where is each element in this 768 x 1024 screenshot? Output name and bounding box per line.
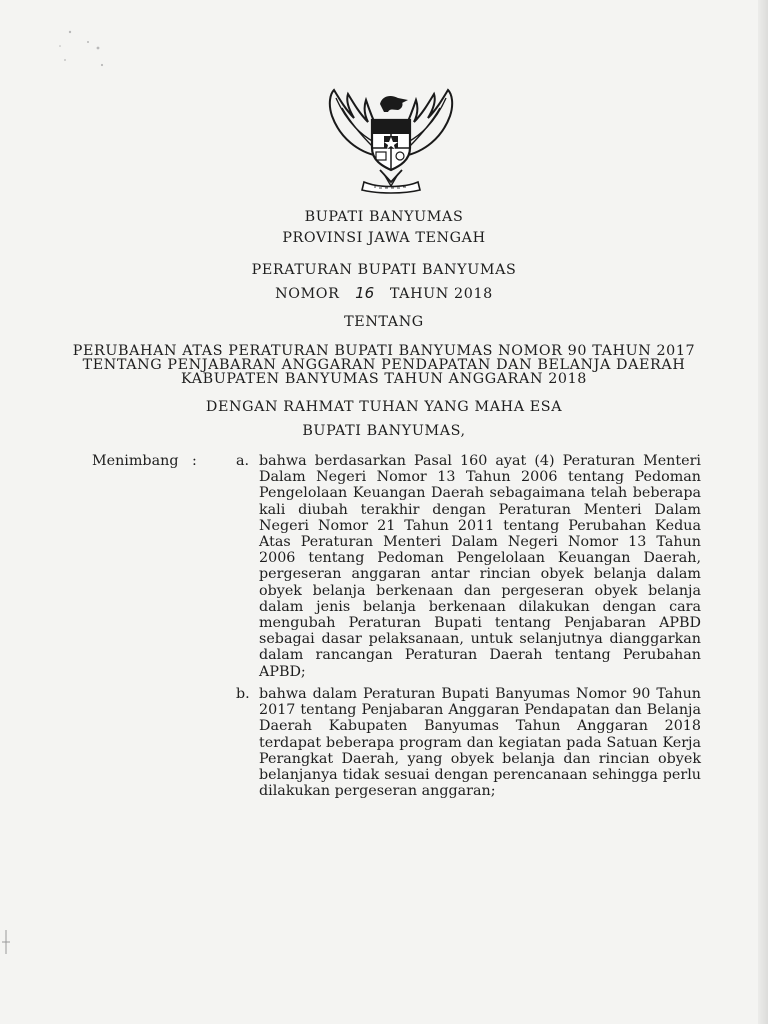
bupati-line: BUPATI BANYUMAS, — [302, 423, 466, 439]
menimbang-label: Menimbang — [92, 453, 179, 469]
nomor-value: 16 — [355, 284, 375, 302]
menimbang-colon: : — [192, 453, 197, 469]
header-line-1: BUPATI BANYUMAS — [304, 209, 464, 225]
nomor-label: NOMOR — [275, 286, 340, 302]
item-a-letter: a. — [236, 453, 250, 469]
tentang-heading: TENTANG — [344, 314, 424, 330]
subject-line-3: KABUPATEN BANYUMAS TAHUN ANGGARAN 2018 — [181, 371, 587, 387]
page-edge — [758, 0, 768, 1024]
tahun-label: TAHUN 2018 — [389, 286, 493, 302]
rahmat-line: DENGAN RAHMAT TUHAN YANG MAHA ESA — [205, 399, 563, 415]
header-line-2: PROVINSI JAWA TENGAH — [282, 230, 486, 246]
margin-mark — [0, 928, 14, 958]
subject-line-1: PERUBAHAN ATAS PERATURAN BUPATI BANYUMAS NOMOR 90 TAHUN 2017 — [72, 343, 696, 359]
regulation-title: PERATURAN BUPATI BANYUMAS — [251, 262, 517, 278]
item-b-letter: b. — [236, 686, 250, 702]
item-a-text: bahwa berdasarkan Pasal 160 ayat (4) Peraturan Menteri Dalam Negeri Nomor 13 Tahun 2006 tentang Pedoman Pengelolaan Keuangan Daerah sebagaimana telah beberapa kali diubah terakhir dengan Peraturan Menteri Dalam Negeri Nomor 21 Tahun 2011 tentang Perubahan Kedua Atas Peraturan Menteri Dalam Negeri Nomor 13 Tahun 2006 tentang Pedoman Pengelolaan Keuangan Daerah, pergeseran anggaran antar rincian obyek belanja dalam obyek belanja berkenaan dan pergeseran obyek belanja dalam jenis belanja berkenaan dilakukan dengan cara mengubah Peraturan Bupati tentang Penjabaran APBD sebagai dasar pelaksanaan, untuk selanjutnya dianggarkan dalam rancangan Peraturan Daerah tentang Perubahan APBD; — [259, 453, 701, 680]
regulation-number — [0, 284, 768, 302]
garuda-emblem-icon — [318, 86, 464, 194]
item-b-text: bahwa dalam Peraturan Bupati Banyumas Nomor 90 Tahun 2017 tentang Penjabaran Anggaran Pendapatan dan Belanja Daerah Kabupaten Banyumas Tahun Anggaran 2018 terdapat beberapa program dan kegiatan pada Satuan Kerja Perangkat Daerah, yang obyek belanja dan rincian obyek belanjanya tidak sesuai dengan perencanaan sehingga perlu dilakukan pergeseran anggaran; — [259, 686, 701, 800]
scan-specks — [40, 20, 130, 90]
subject-line-2: TENTANG PENJABARAN ANGGARAN PENDAPATAN DAN BELANJA DAERAH — [82, 357, 686, 373]
